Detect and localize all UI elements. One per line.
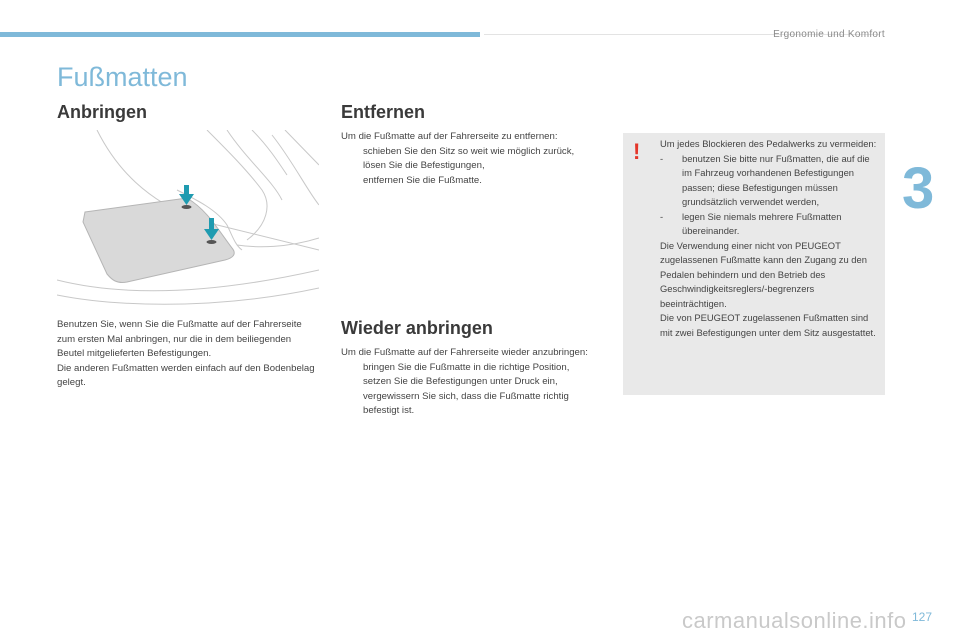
dash-icon: -	[660, 152, 664, 164]
wieder-steps	[341, 361, 603, 419]
heading-wieder-anbringen: Wieder anbringen	[341, 318, 493, 338]
warning-paragraph: Die von PEUGEOT zugelassenen Fußmatten sind mit zwei Befestigungen unter dem Sitz ausgestattet.	[660, 312, 876, 338]
step-text: entfernen Sie die Fußmatte.	[363, 174, 482, 186]
warning-item-text: benutzen Sie bitte nur Fußmatten, die auf die im Fahrzeug vorhandenen Befestigungen passen; diese Befestigungen müssen grundsätzlich verwendet werden,	[682, 152, 870, 207]
warning-icon: !	[633, 139, 641, 164]
step-text: bringen Sie die Fußmatte in die richtige Position,	[363, 361, 570, 373]
anbringen-body	[57, 318, 319, 391]
floor-mat-illustration	[57, 130, 319, 310]
list-item	[341, 145, 611, 160]
list-item	[341, 174, 611, 189]
watermark: carmanualsonline.info	[682, 608, 907, 633]
seat-outline-line	[207, 130, 267, 240]
list-item	[341, 361, 603, 376]
step-text: schieben Sie den Sitz so weit wie möglich zurück,	[363, 145, 575, 157]
step-text: lösen Sie die Befestigungen,	[363, 160, 485, 172]
anbringen-paragraph: Benutzen Sie, wenn Sie die Fußmatte auf der Fahrerseite zum ersten Mal anbringen, nur die in dem beiliegenden Beutel mitgelieferten Befestigungen.	[57, 319, 302, 360]
list-item	[341, 159, 611, 174]
warning-box	[623, 133, 885, 395]
warning-intro: Um jedes Blockieren des Pedalwerks zu vermeiden:	[660, 138, 877, 149]
warning-paragraph: Die Verwendung einer nicht von PEUGEOT zugelassenen Fußmatte kann den Zugang zu den Pedalen behindern und den Betrieb des Geschwindigkeitsreglers/-begrenzers beeinträchtigen.	[660, 239, 867, 309]
step-text: setzen Sie die Befestigungen unter Druck ein,	[363, 376, 558, 388]
page-title: Fußmatten	[57, 62, 188, 92]
entfernen-body	[341, 130, 611, 188]
wieder-body	[341, 346, 603, 419]
list-item	[341, 390, 603, 419]
step-text: vergewissern Sie sich, dass die Fußmatte richtig befestigt ist.	[363, 390, 569, 417]
warning-list	[660, 152, 880, 239]
entfernen-intro: Um die Fußmatte auf der Fahrerseite zu entfernen:	[341, 131, 558, 142]
dash-icon: -	[660, 210, 664, 222]
wieder-intro: Um die Fußmatte auf der Fahrerseite wieder anzubringen:	[341, 347, 588, 358]
seat-outline-line	[237, 238, 319, 247]
chapter-number: 3	[902, 156, 935, 221]
list-item	[660, 210, 880, 239]
list-item	[341, 375, 603, 390]
seat-outline-line	[57, 288, 319, 304]
page-number: 127	[912, 610, 933, 624]
entfernen-steps	[341, 145, 611, 189]
header-accent-bar	[0, 32, 480, 37]
heading-anbringen: Anbringen	[57, 102, 147, 122]
section-title: Ergonomie und Komfort	[773, 29, 885, 40]
heading-entfernen: Entfernen	[341, 102, 426, 122]
warning-item-text: legen Sie niemals mehrere Fußmatten übereinander.	[682, 210, 842, 236]
warning-text	[660, 137, 880, 340]
seat-outline-line	[227, 130, 282, 200]
seat-outline-line	[57, 270, 319, 291]
list-item	[660, 152, 880, 210]
anbringen-paragraph: Die anderen Fußmatten werden einfach auf den Bodenbelag gelegt.	[57, 362, 315, 389]
